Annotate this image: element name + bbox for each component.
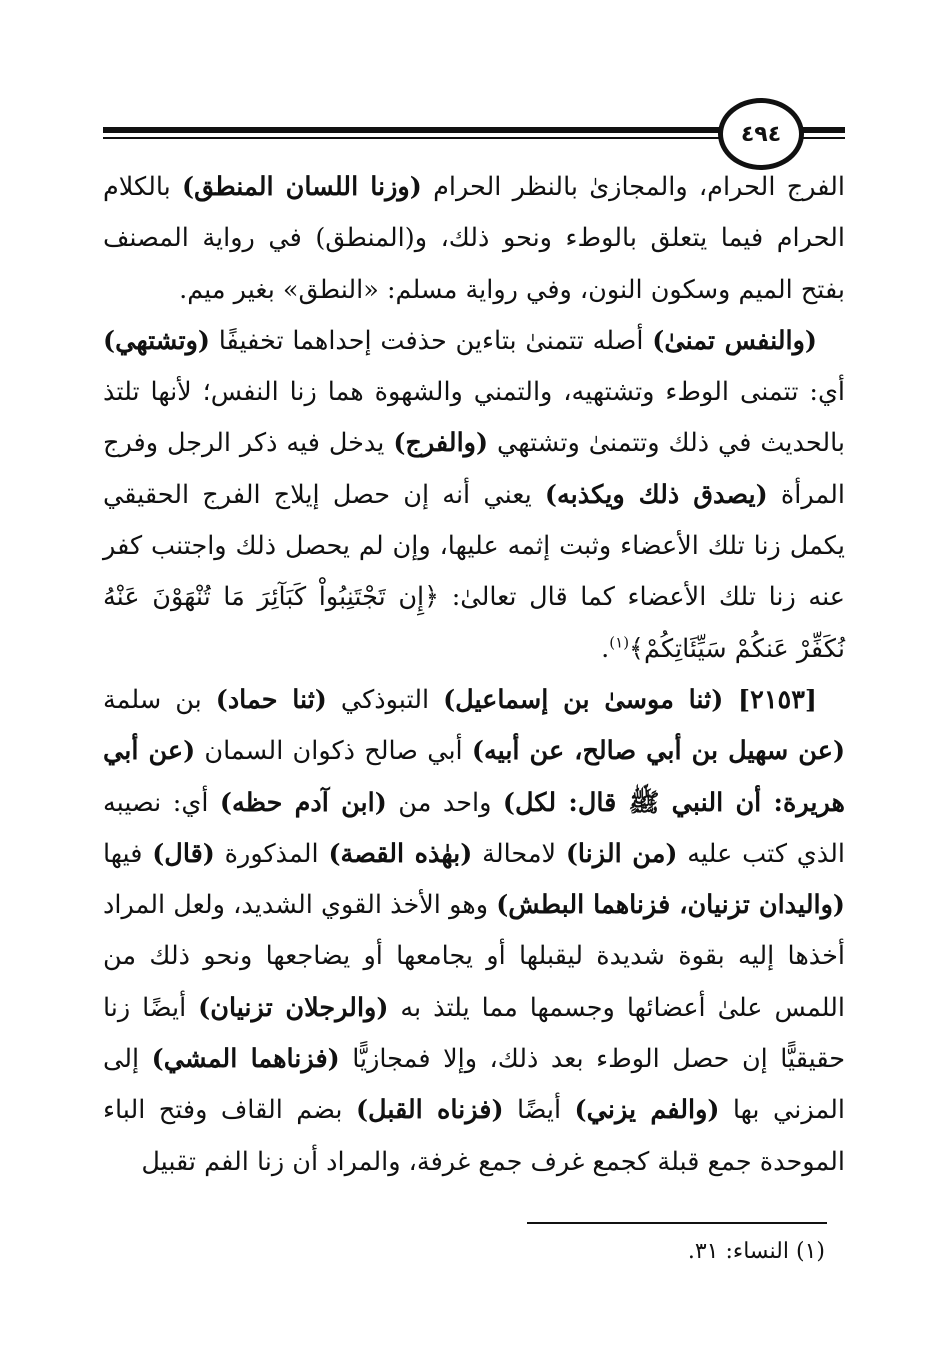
paragraph-2 [103,316,845,675]
bold-quote: (فزناه القبل) [355,1095,504,1126]
text-run: الفرج الحرام، والمجازىٰ بالنظر الحرام [421,172,845,202]
bold-quote: (قال) [152,838,215,869]
bold-quote: (والنفس تمنىٰ) [652,325,817,356]
bold-quote: (فزناهما المشي) [151,1044,340,1075]
bold-quote: (عن أبي هريرة: أن النبي ﷺ قال: لكل) [103,736,846,818]
text-run: المذكورة [214,838,329,869]
footnote-rule [527,1222,827,1224]
bold-quote: (يصدق ذلك ويكذبه) [544,479,768,510]
text-run: التبوذكي [326,684,444,715]
footnote-marker: (١) [609,633,630,652]
text-run: أبي صالح ذكوان السمان [195,736,472,767]
text-run: بضم القاف وفتح الباء الموحدة جمع قبلة كجمع غرف جمع غرفة، والمراد أن زنا الفم تقبيل [103,1095,845,1177]
text-run: إلى المزني بها [103,1044,845,1126]
text-run: بالكلام الحرام فيما يتعلق بالوطء ونحو ذلك، و(المنطق) في رواية المصنف بفتح الميم وسكون النون، وفي رواية مسلم: «النطق» بغير ميم. [103,172,845,305]
bold-quote: (وتشتهي) [103,325,210,356]
quran-verse: ﴿إِن تَجْتَنِبُواْ كَبَآئِرَ مَا تُنْهَوْنَ عَنْهُ نُكَفِّرْ عَنكُمْ سَيِّئَاتِكُمْ﴾ [103,582,845,664]
bold-quote: (من الزنا) [565,838,678,869]
text-run: أي: تتمنى الوطء وتشتهيه، والتمني والشهوة هما زنا النفس؛ لأنها تلتذ بالحديث في ذلك وتتمنىٰ وتشتهي [103,377,845,459]
text-run: . [601,633,610,664]
bold-quote: (والفرج) [393,428,489,459]
text-run: أيضًا [503,1095,575,1126]
bold-quote: (وزنا اللسان المنطق) [182,172,422,202]
page-number-badge [718,98,804,170]
bold-quote: (والفم يزني) [574,1095,720,1126]
bold-quote: (واليدان تزنيان، فزناهما البطش) [496,890,845,921]
text-run: يعني أنه إن حصل إيلاج الفرج الحقيقي يكمل زنا تلك الأعضاء وثبت إثمه عليها، وإن لم يحصل ذلك واجتنب كفر عنه زنا تلك الأعضاء كما قال تعالىٰ: [103,479,845,613]
bold-quote: (عن سهيل بن أبي صالح، عن أبيه) [471,736,846,767]
text-run: أيضًا زنا حقيقيًّا إن حصل الوطء بعد ذلك، وإلا فمجازيًّا [103,992,845,1075]
body-text [103,162,845,1188]
bold-quote: (ثنا حماد) [215,684,327,715]
text-run: لامحالة [472,838,566,869]
bold-quote: (والرجلان تزنيان) [198,992,389,1023]
text-run: أصله تتمنىٰ بتاءين حذفت إحداهما تخفيفًا [210,325,653,356]
text-run: فيها [103,838,153,869]
text-run: بن سلمة [103,684,216,715]
text-run: أي: نصيبه الذي كتب عليه [103,787,845,869]
bold-quote: (ابن آدم حظه) [219,787,387,818]
paragraph-3 [103,675,845,1188]
page-number: ٤٩٤ [740,121,782,147]
paragraph-1 [103,162,845,316]
text-run: يدخل فيه ذكر الرجل وفرج المرأة [103,428,845,510]
bold-quote: [٢١٥٣] (ثنا موسىٰ بن إسماعيل) [443,684,817,715]
text-run: وهو الأخذ القوي الشديد، ولعل المراد أخذها إليه بقوة شديدة ليقبلها أو يجامعها أو يضاجعها ونحو ذلك من اللمس علىٰ أعضائها وجسمها مما يلتذ به [103,890,845,1023]
footnote: (١) النساء: ٣١. [687,1239,825,1264]
text-run: واحد من [386,787,503,818]
bold-quote: (بهٰذه القصة) [328,838,473,869]
